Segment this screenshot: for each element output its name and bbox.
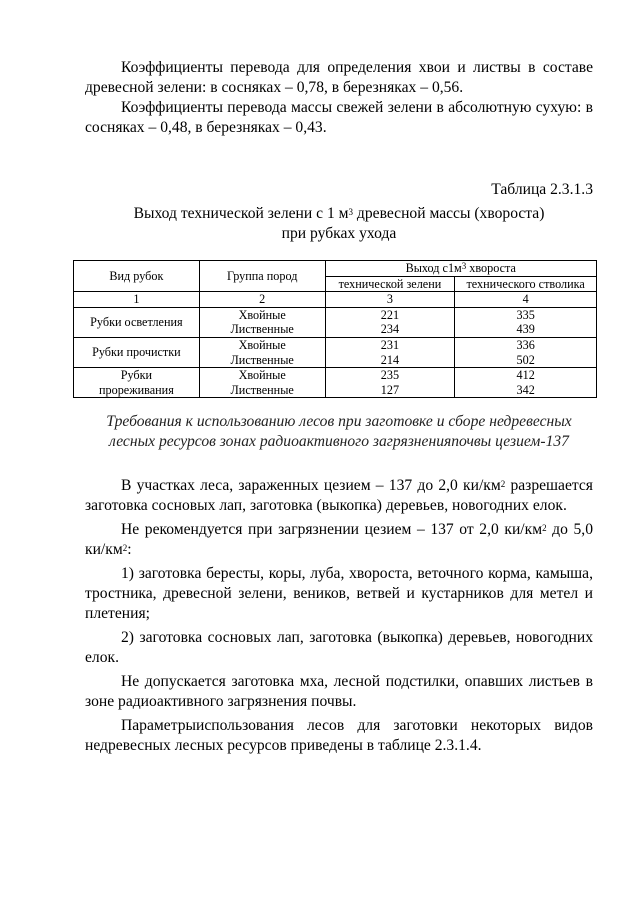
table-row bbox=[74, 307, 597, 337]
body-p2-sup1: 2 bbox=[542, 523, 547, 534]
header-cutting-type: Вид рубок bbox=[74, 261, 200, 292]
header-yield-group bbox=[325, 261, 596, 277]
table-row bbox=[74, 337, 597, 367]
green-yield-cell bbox=[325, 307, 455, 337]
body-p1-sup: 2 bbox=[500, 479, 506, 490]
stem-yield-cell bbox=[455, 337, 597, 367]
column-number: 4 bbox=[455, 292, 597, 308]
header-species-group: Группа пород bbox=[199, 261, 325, 292]
body-paragraph-2 bbox=[85, 520, 593, 560]
species-text: Лиственные bbox=[230, 352, 294, 367]
body-p2-sup2: 2 bbox=[122, 543, 128, 554]
stem-yield-value: 502 bbox=[516, 352, 535, 367]
body-text bbox=[85, 476, 593, 756]
cutting-type-text: Рубки bbox=[120, 368, 153, 383]
header-technical-green: технической зелени bbox=[325, 276, 455, 292]
green-yield-value: 214 bbox=[380, 352, 400, 367]
table-title-part2: древесной массы (хвороста) bbox=[353, 205, 545, 222]
header-yield-sup: 3 bbox=[461, 261, 467, 271]
section-heading: Требования к использованию лесов при заготовке и сборе недревесных лесных ресурсов зонах радиоактивного загрязненияпочвы цезием-137 bbox=[106, 413, 572, 451]
table-number-row bbox=[74, 292, 597, 308]
column-number: 1 bbox=[74, 292, 200, 308]
body-p2-part1: Не рекомендуется при загрязнении цезием – 137 от 2,0 ки/км bbox=[121, 521, 543, 539]
cutting-type-cell bbox=[74, 368, 200, 398]
species-text: Лиственные bbox=[230, 382, 294, 397]
body-p2-part3: : bbox=[127, 541, 132, 559]
header-technical-stem: технического стволика bbox=[455, 276, 597, 292]
species-text: Хвойные bbox=[238, 337, 286, 352]
green-yield-cell bbox=[325, 337, 455, 367]
body-p2-part2: до 5,0 ки/км bbox=[85, 521, 593, 559]
body-paragraph-4: 2) заготовка сосновых лап, заготовка (выкопка) деревьев, новогодних елок. bbox=[85, 629, 593, 667]
green-yield-value: 234 bbox=[380, 322, 400, 337]
table-title-line2: при рубках ухода bbox=[281, 225, 397, 242]
column-number: 2 bbox=[199, 292, 325, 308]
species-text: Лиственные bbox=[230, 322, 294, 337]
species-cell bbox=[199, 307, 325, 337]
intro-paragraph-2: Коэффициенты перевода массы свежей зелени в абсолютную сухую: в сосняках – 0,48, в березняках – 0,43. bbox=[85, 99, 593, 136]
stem-yield-value: 412 bbox=[516, 368, 535, 383]
stem-yield-cell bbox=[455, 307, 597, 337]
table-title bbox=[85, 204, 593, 244]
table-header-row bbox=[74, 261, 597, 277]
green-yield-table bbox=[73, 260, 597, 398]
intro-paragraph-1: Коэффициенты перевода для определения хвои и листвы в составе древесной зелени: в сосняках – 0,78, в березняках – 0,56. bbox=[85, 59, 593, 96]
cutting-type-text: прореживания bbox=[98, 382, 174, 397]
table-title-part1: Выход технической зелени с 1 м bbox=[133, 205, 349, 222]
stem-yield-value: 335 bbox=[516, 307, 535, 322]
stem-yield-cell bbox=[455, 368, 597, 398]
body-paragraph-6: Параметрыиспользования лесов для заготовки некоторых видов недревесных лесных ресурсов приведены в таблице 2.3.1.4. bbox=[85, 717, 593, 755]
species-cell bbox=[199, 337, 325, 367]
table-caption: Таблица 2.3.1.3 bbox=[491, 181, 593, 198]
body-paragraph-3: 1) заготовка бересты, коры, луба, хвороста, веточного корма, камыша, тростника, древесной зелени, веников, ветвей и кустарников для метел и плетения; bbox=[85, 565, 593, 623]
table-row bbox=[74, 368, 597, 398]
green-yield-value: 235 bbox=[380, 368, 400, 383]
document-page bbox=[85, 58, 593, 760]
stem-yield-value: 439 bbox=[516, 322, 535, 337]
cutting-type-text: Рубки осветления bbox=[90, 315, 183, 330]
table-title-sup: 3 bbox=[348, 207, 354, 217]
green-yield-value: 231 bbox=[380, 337, 400, 352]
stem-yield-value: 342 bbox=[516, 382, 535, 397]
cutting-type-text: Рубки прочистки bbox=[92, 345, 181, 360]
body-p1-part2: разрешается заготовка сосновых лап, заготовка (выкопка) деревьев, новогодних елок. bbox=[85, 477, 593, 515]
column-number: 3 bbox=[325, 292, 455, 308]
body-paragraph-1 bbox=[85, 476, 593, 516]
green-yield-cell bbox=[325, 368, 455, 398]
green-yield-value: 221 bbox=[380, 307, 400, 322]
cutting-type-cell bbox=[74, 307, 200, 337]
header-yield-part2: хвороста bbox=[466, 261, 516, 275]
header-yield-part1: Выход с1м bbox=[405, 261, 462, 275]
stem-yield-value: 336 bbox=[516, 337, 535, 352]
species-text: Хвойные bbox=[238, 368, 286, 383]
body-paragraph-5: Не допускается заготовка мха, лесной подстилки, опавших листьев в зоне радиоактивного загрязнения почвы. bbox=[85, 673, 593, 711]
cutting-type-cell bbox=[74, 337, 200, 367]
green-yield-value: 127 bbox=[380, 382, 400, 397]
species-cell bbox=[199, 368, 325, 398]
body-p1-part1: В участках леса, зараженных цезием – 137 до 2,0 ки/км bbox=[121, 477, 501, 495]
species-text: Хвойные bbox=[238, 307, 286, 322]
